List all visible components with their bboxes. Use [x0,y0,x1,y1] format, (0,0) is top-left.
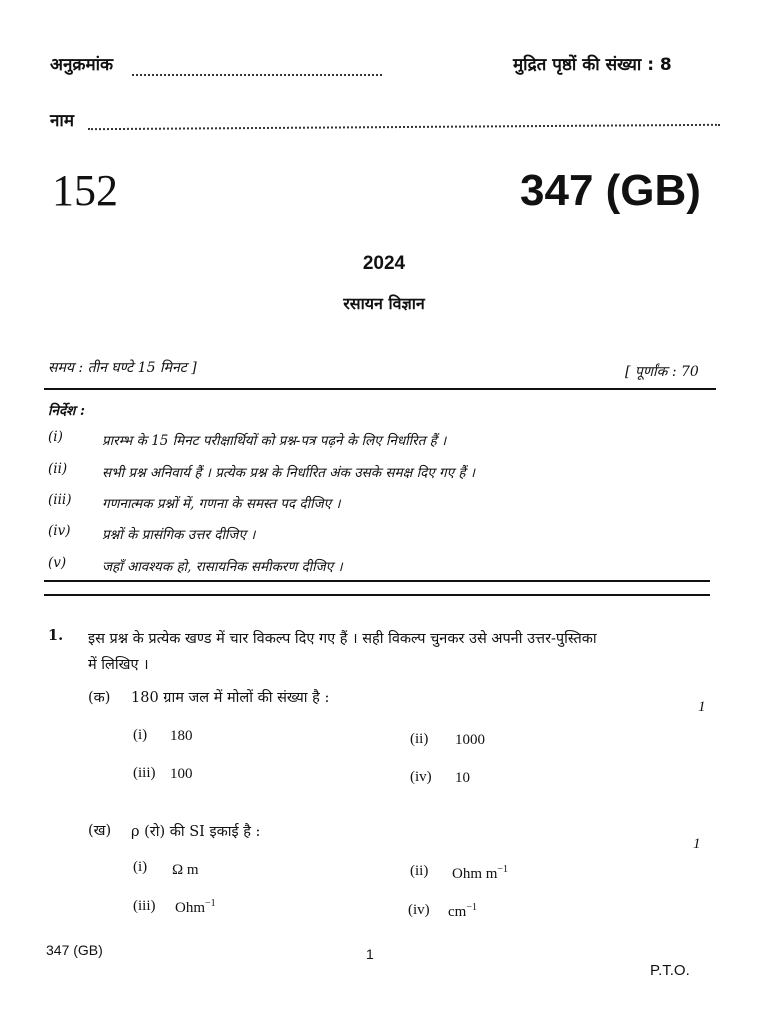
option-text: $cm^{-1}$ [448,902,477,920]
part-text-ka: 180 ग्राम जल में मोलों की संख्या है : [131,690,330,706]
subject-title: रसायन विज्ञान [343,294,425,313]
question-text-line2: में लिखिए । [88,657,149,673]
direction-text: सभी प्रश्न अनिवार्य हैं । प्रत्येक प्रश्न के निर्धारित अंक उसके समक्ष दिए गए हैं । [102,465,475,481]
option-text: 1000 [455,732,485,748]
directions-divider-top [44,580,710,582]
direction-number: (i) [48,429,63,445]
direction-text: प्रारम्भ के 15 मिनट परीक्षार्थियों को प्रश्न-पत्र पढ़ने के लिए निर्धारित हैं । [102,433,447,449]
directions-title: निर्देश : [48,403,86,419]
paper-code: 347 (GB) [520,166,701,215]
option-number: (iii) [133,765,156,781]
option-text: Ohm $m^{-1}$ [452,864,509,882]
directions-divider-bottom [44,594,710,596]
direction-text: जहाँ आवश्यक हो, रासायनिक समीकरण दीजिए । [102,559,343,575]
option-text: Ω m [172,862,199,878]
direction-number: (iv) [48,523,71,539]
question-text-line1: इस प्रश्न के प्रत्येक खण्ड में चार विकल्प दिए गए हैं । सही विकल्प चुनकर उसे अपनी उत्तर-पुस्तिका [88,631,597,647]
question-number: 1. [48,627,64,644]
option-number: (iv) [408,902,430,918]
name-field[interactable] [88,124,720,130]
time-allowed: समय : तीन घण्टे 15 मिनट ] [48,360,197,376]
part-label-ka: (क) [88,690,111,706]
page-number: 1 [366,946,374,962]
roll-number-field[interactable] [132,74,382,76]
footer-paper-code: 347 (GB) [46,942,103,958]
option-text: 10 [455,770,470,786]
part-marks-kha: 1 [693,836,701,852]
part-marks-ka: 1 [698,699,706,715]
option-number: (ii) [410,863,429,879]
part-label-kha: (ख) [88,823,112,839]
option-number: (iv) [410,769,432,785]
pto-label: P.T.O. [650,962,690,979]
exam-year: 2024 [362,253,406,274]
printed-pages-label: मुद्रित पृष्ठों की संख्या : 8 [513,55,672,75]
option-number: (ii) [410,731,429,747]
option-number: (iii) [133,898,156,914]
name-label: नाम [50,111,75,131]
left-code: 152 [52,166,118,215]
direction-number: (iii) [48,492,72,508]
header-divider [44,388,716,390]
direction-number: (ii) [48,461,68,477]
part-text-kha: ρ (रो) की SI इकाई है : [131,824,261,840]
direction-text: गणनात्मक प्रश्नों में, गणना के समस्त पद दीजिए । [102,496,341,512]
option-number: (i) [133,859,148,875]
roll-number-label: अनुक्रमांक [50,55,114,75]
max-marks: [ पूर्णांक : 70 [625,364,699,380]
option-text: 180 [170,728,193,744]
direction-number: (v) [48,555,67,571]
option-number: (i) [133,727,148,743]
option-text: 100 [170,766,193,782]
direction-text: प्रश्नों के प्रासंगिक उत्तर दीजिए । [102,527,256,543]
option-text: Ohm$^{-1}$ [175,898,216,916]
